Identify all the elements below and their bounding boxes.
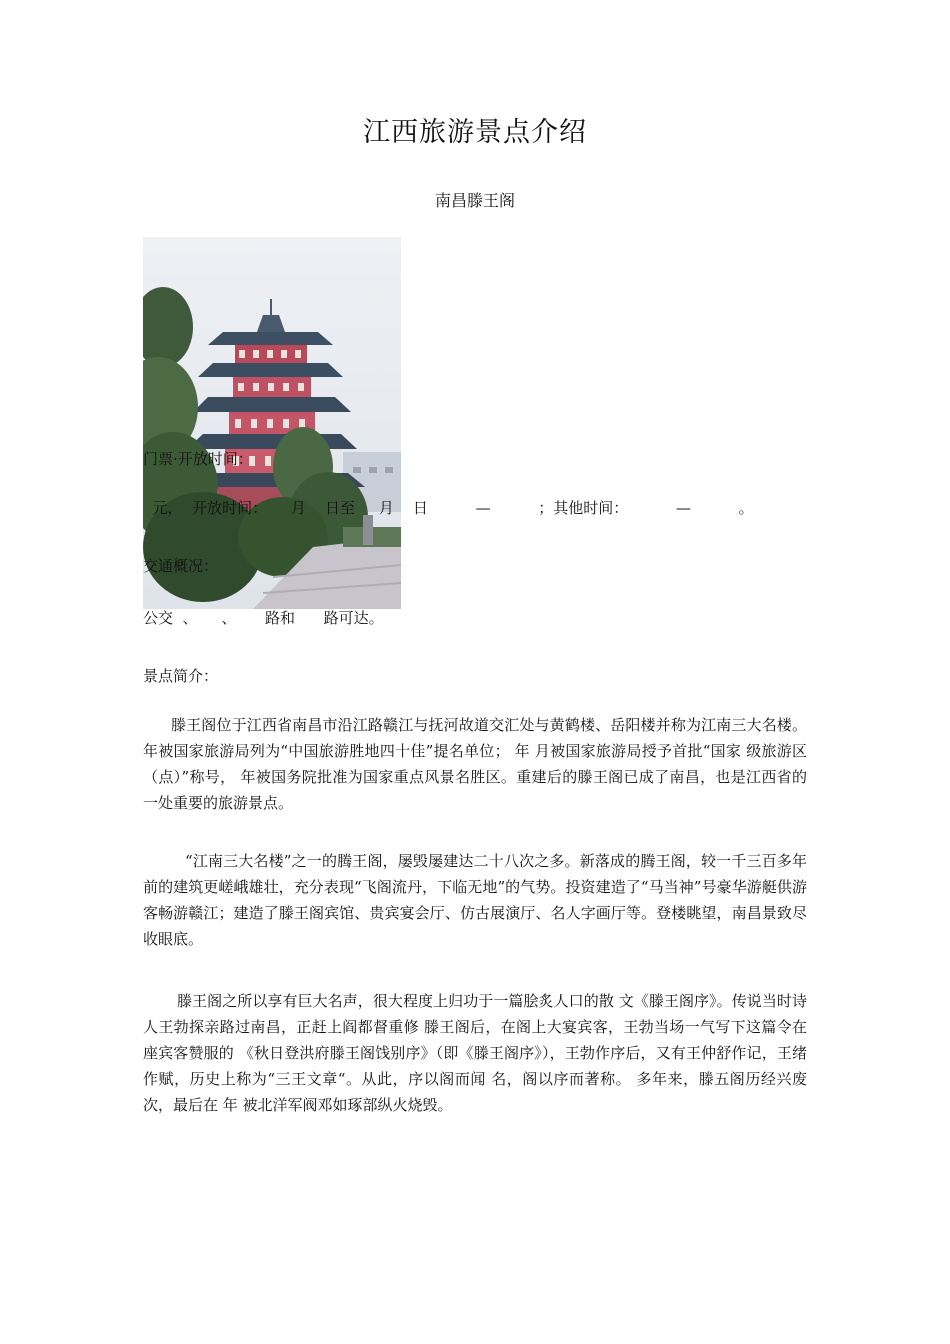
section-subtitle: 南昌滕王阁 — [434, 191, 515, 210]
pavilion-illustration — [143, 237, 401, 609]
pavilion-photo — [143, 237, 401, 609]
ticket-label: 门票·开放时间： — [143, 450, 253, 468]
transport-label: 交通概况： — [143, 557, 219, 575]
intro-paragraph-3: 滕王阁之所以享有巨大名声，很大程度上归功于一篇脍炙人口的散 文《滕王阁序》。传说当时诗人王勃探亲路过南昌，正赶上阎都督重修 滕王阁后，在阁上大宴宾客，王勃当场一气写下这篇令在座宾客赞服的 《秋日登洪府滕王阁饯别序》（即《滕王阁序》），王勃作序后，又有王仲舒作记，王绪作赋，历史上称为“三王文章“。从此，序以阁而闻 名，阁以序而著称。 多年来，滕五阁历经兴废 次，最后在 年 被北洋军阀邓如琢部纵火烧毁。 — [143, 992, 807, 1114]
transport-details: 公交 、 、 路和 路可达。 — [143, 609, 384, 627]
ticket-details: 元， 开放时间： 月 日至 月 日 — ；其他时间： — 。 — [143, 499, 754, 517]
intro-paragraph-2: “江南三大名楼”之一的腾王阁，屡毁屡建达二十八次之多。新落成的腾王阁，较一千三百多年前的建筑更嵯峨雄壮，充分表现“飞阁流丹，下临无地”的气势。投资建造了“马当神”号豪华游艇供游客畅游赣江；建造了滕王阁宾馆、贵宾宴会厅、仿古展演厅、名人字画厅等。登楼眺望，南昌景致尽收眼底。 — [143, 852, 807, 948]
intro-label: 景点简介： — [143, 667, 219, 685]
intro-paragraph-1: 滕王阁位于江西省南昌市沿江路赣江与抚河故道交汇处与黄鹤楼、岳阳楼并称为江南三大名楼。 年被国家旅游局列为“中国旅游胜地四十佳”提名单位； 年 月被国家旅游局授予首批“国家 级旅游区（点）”称号， 年被国务院批准为国家重点风景名胜区。重建后的滕王阁已成了南昌，也是江西省的一处重要的旅游景点。 — [143, 716, 807, 812]
page-title: 江西旅游景点介绍 — [363, 117, 587, 148]
